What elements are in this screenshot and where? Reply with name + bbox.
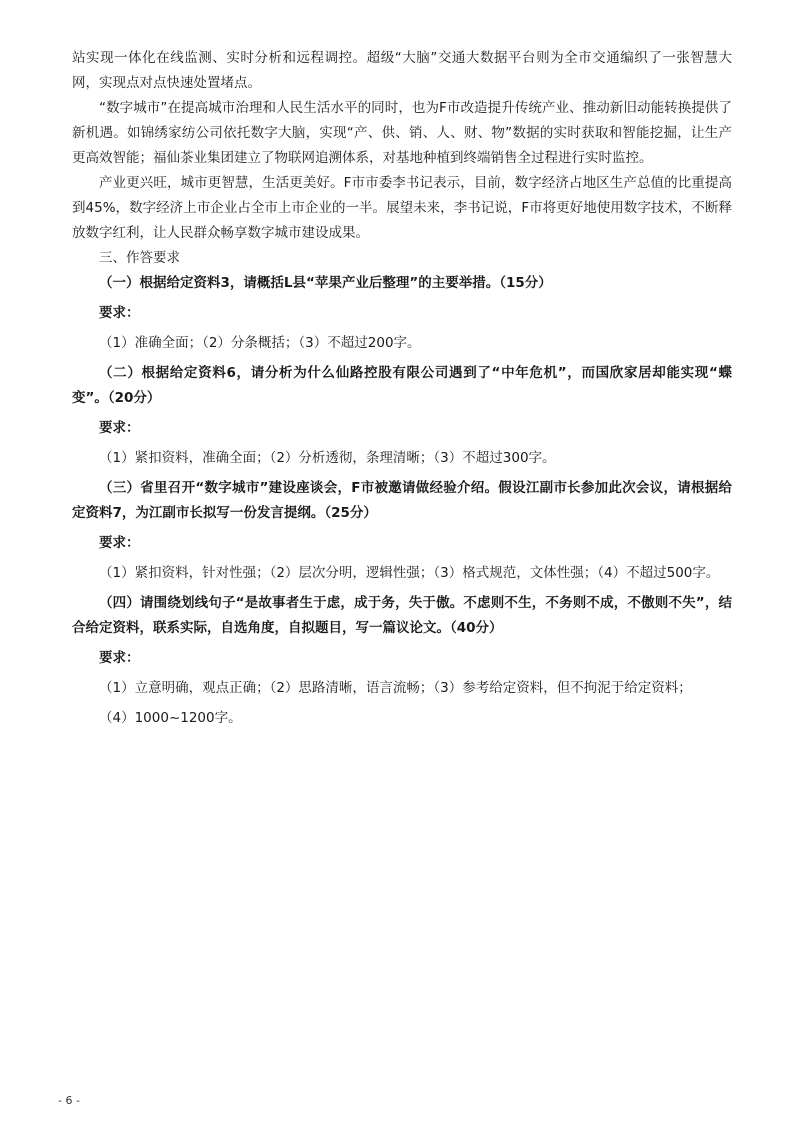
question-3-title: （三）省里召开“数字城市”建设座谈会，F市被邀请做经验介绍。假设江副市长参加此次会议，请根据给定资料7，为江副市长拟写一份发言提纲。（25分） [72, 480, 732, 521]
question-3-requirements-label: 要求： [99, 535, 140, 551]
paragraph-1: 站实现一体化在线监测、实时分析和远程调控。超级“大脑”交通大数据平台则为全市交通编织了一张智慧大网，实现点对点快速处置堵点。 [72, 50, 732, 91]
question-1-requirements-label: 要求： [99, 305, 140, 321]
paragraph-2: “数字城市”在提高城市治理和人民生活水平的同时，也为F市改造提升传统产业、推动新旧动能转换提供了新机遇。如锦绣家纺公司依托数字大脑，实现“产、供、销、人、财、物”数据的实时获取和智能挖掘，让生产更高效智能；福仙茶业集团建立了物联网追溯体系，对基地种植到终端销售全过程进行实时监控。 [72, 100, 732, 166]
question-2-requirements-label: 要求： [99, 420, 140, 436]
question-2-requirement: （1）紧扣资料，准确全面；（2）分析透彻，条理清晰；（3）不超过300字。 [99, 450, 556, 466]
document-page [72, 46, 732, 736]
section-heading: 三、作答要求 [99, 250, 180, 266]
question-3-requirement: （1）紧扣资料，针对性强；（2）层次分明，逻辑性强；（3）格式规范，文体性强；（4）不超过500字。 [99, 565, 720, 581]
question-4-title: （四）请围绕划线句子“是故事者生于虑，成于务，失于傲。不虑则不生，不务则不成，不傲则不失”，结合给定资料，联系实际，自选角度，自拟题目，写一篇议论文。（40分） [72, 595, 732, 636]
question-1-requirement: （1）准确全面；（2）分条概括；（3）不超过200字。 [99, 335, 421, 351]
question-4-requirement: （4）1000~1200字。 [99, 710, 242, 726]
question-1-title: （一）根据给定资料3，请概括L县“苹果产业后整理”的主要举措。（15分） [99, 275, 552, 291]
page-number: - 6 - [58, 1094, 80, 1107]
question-4-requirements-label: 要求： [99, 650, 140, 666]
paragraph-3: 产业更兴旺，城市更智慧，生活更美好。F市市委李书记表示，目前，数字经济占地区生产总值的比重提高到45%，数字经济上市企业占全市上市企业的一半。展望未来，李书记说，F市将更好地使用数字技术，不断释放数字红利，让人民群众畅享数字城市建设成果。 [72, 175, 732, 241]
question-2-title: （二）根据给定资料6，请分析为什么仙路控股有限公司遇到了“中年危机”，而国欣家居却能实现“蝶变”。（20分） [72, 365, 732, 406]
question-4-requirement: （1）立意明确，观点正确；（2）思路清晰，语言流畅；（3）参考给定资料，但不拘泥于给定资料； [99, 680, 692, 696]
